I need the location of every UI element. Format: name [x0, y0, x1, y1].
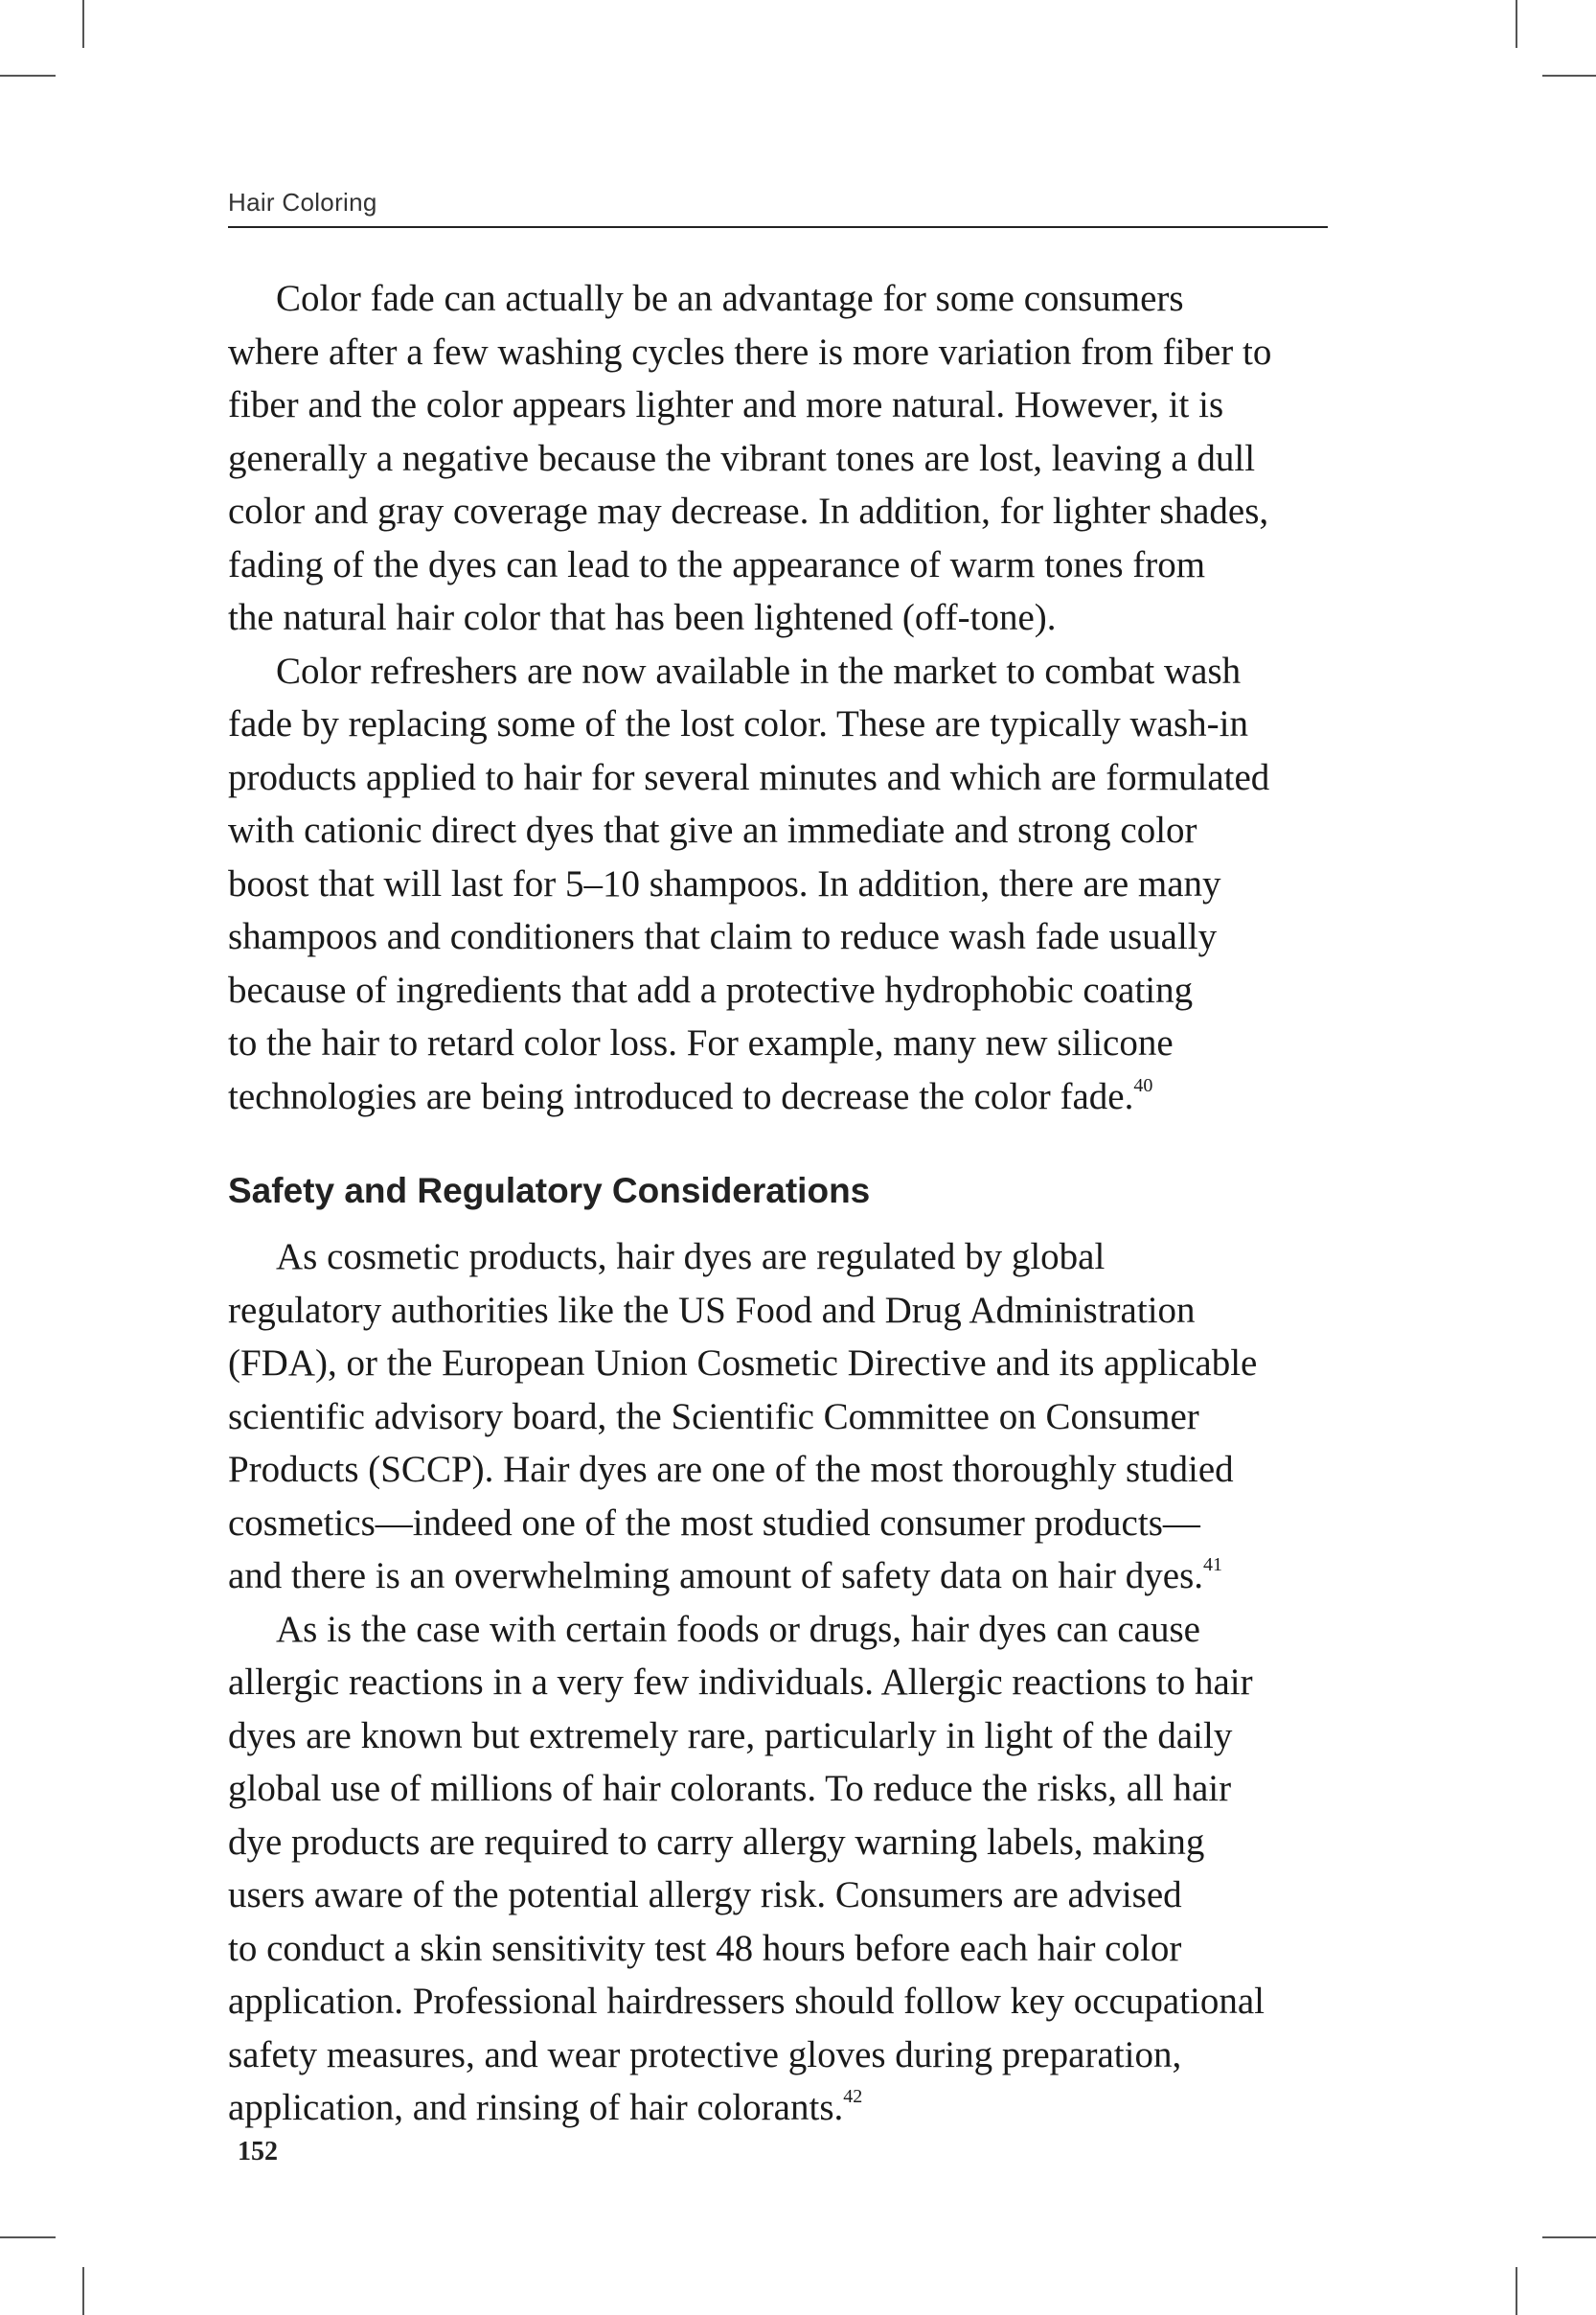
text-line: regulatory authorities like the US Food and Drug Administration — [228, 1289, 1196, 1331]
crop-mark — [0, 75, 56, 77]
text-line: products applied to hair for several minutes and which are formulated — [228, 756, 1270, 798]
text-line-content: and there is an overwhelming amount of safety data on hair dyes. — [228, 1555, 1204, 1596]
crop-mark — [82, 0, 84, 48]
crop-mark — [82, 2267, 84, 2315]
text-line: boost that will last for 5–10 shampoos. In addition, there are many — [228, 862, 1221, 905]
text-line-content: application, and rinsing of hair colorants. — [228, 2087, 844, 2128]
text-line: allergic reactions in a very few individuals. Allergic reactions to hair — [228, 1662, 1253, 1703]
text-line: because of ingredients that add a protective hydrophobic coating — [228, 969, 1194, 1011]
text-line: fiber and the color appears lighter and more natural. However, it is — [228, 384, 1224, 425]
section-2-text — [228, 1230, 1330, 2135]
text-line — [228, 1070, 1330, 1124]
crop-mark — [0, 2236, 56, 2238]
text-line: Color fade can actually be an advantage for some consumers — [276, 278, 1184, 319]
text-line: where after a few washing cycles there is more variation from fiber to — [228, 331, 1272, 373]
text-line: Color refreshers are now available in the market to combat wash — [276, 650, 1242, 692]
crop-mark — [1542, 75, 1596, 77]
text-line: users aware of the potential allergy risk. Consumers are advised — [228, 1874, 1182, 1915]
text-line: color and gray coverage may decrease. In addition, for lighter shades, — [228, 491, 1269, 532]
text-line: cosmetics—indeed one of the most studied consumer products— — [228, 1501, 1200, 1544]
text-line: (FDA), or the European Union Cosmetic Directive and its applicable — [228, 1342, 1258, 1384]
text-line: dyes are known but extremely rare, particularly in light of the daily — [228, 1714, 1233, 1756]
footnote-ref: 42 — [843, 2086, 863, 2107]
footnote-ref: 40 — [1133, 1074, 1153, 1096]
text-line: with cationic direct dyes that give an immediate and strong color — [228, 810, 1197, 851]
text-line: Products (SCCP). Hair dyes are one of the most thoroughly studied — [228, 1449, 1234, 1490]
text-line: shampoos and conditioners that claim to reduce wash fade usually — [228, 916, 1218, 957]
footnote-ref: 41 — [1203, 1554, 1223, 1575]
text-line: scientific advisory board, the Scientific Committee on Consumer — [228, 1395, 1199, 1437]
text-line — [228, 2081, 1330, 2135]
crop-mark — [1516, 0, 1517, 48]
text-line: safety measures, and wear protective gloves during preparation, — [228, 2033, 1182, 2075]
text-line: As cosmetic products, hair dyes are regulated by global — [276, 1236, 1106, 1277]
text-line: to conduct a skin sensitivity test 48 hours before each hair color — [228, 1927, 1182, 1969]
text-line-content: technologies are being introduced to decrease the color fade. — [228, 1075, 1134, 1117]
text-line — [228, 1549, 1330, 1603]
text-line: As is the case with certain foods or drugs, hair dyes can cause — [276, 1608, 1200, 1650]
text-line: dye products are required to carry allergy warning labels, making — [228, 1821, 1205, 1863]
crop-mark — [1542, 2236, 1596, 2238]
text-line: generally a negative because the vibrant tones are lost, leaving a dull — [228, 437, 1256, 479]
text-line: fade by replacing some of the lost color. These are typically wash-in — [228, 703, 1248, 745]
section-heading: Safety and Regulatory Considerations — [228, 1171, 871, 1210]
text-line: the natural hair color that has been lightened (off-tone). — [228, 597, 1057, 638]
page-number: 152 — [238, 2137, 278, 2166]
header-rule — [228, 226, 1328, 228]
text-line: to the hair to retard color loss. For example, many new silicone — [228, 1022, 1174, 1064]
text-line: application. Professional hairdressers should follow key occupational — [228, 1981, 1265, 2022]
text-line: fading of the dyes can lead to the appearance of warm tones from — [228, 543, 1206, 585]
crop-mark — [1516, 2267, 1517, 2315]
text-line: global use of millions of hair colorants. To reduce the risks, all hair — [228, 1768, 1232, 1809]
section-1-text — [228, 272, 1330, 1123]
running-head: Hair Coloring — [228, 188, 377, 217]
